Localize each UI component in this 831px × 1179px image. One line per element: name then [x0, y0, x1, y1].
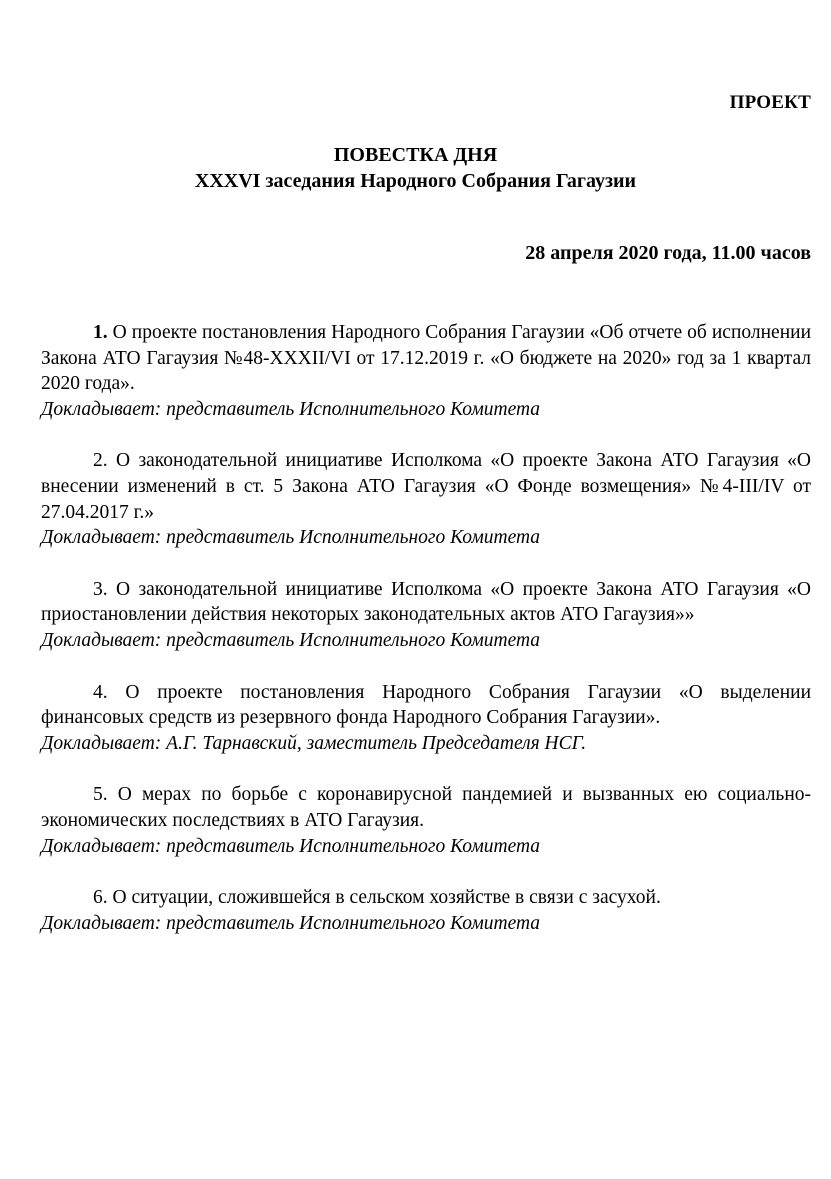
agenda-item	[41, 577, 811, 654]
agenda-item-speaker: Докладывает: А.Г. Тарнавский, заместитель Председателя НСГ.	[41, 732, 587, 754]
agenda-item-speaker: Докладывает: представитель Исполнительного Комитета	[41, 398, 541, 420]
agenda-item-text	[41, 680, 811, 731]
agenda-item-number: 3.	[93, 578, 108, 600]
agenda-item-speaker: Докладывает: представитель Исполнительного Комитета	[41, 629, 541, 651]
agenda-list	[41, 320, 811, 962]
agenda-item-description: О мерах по борьбе с коронавирусной пандемией и вызванных ею социально-экономических последствиях в АТО Гагаузия.	[41, 784, 811, 831]
document-title: ПОВЕСТКА ДНЯ	[333, 144, 498, 166]
agenda-item	[41, 782, 811, 859]
agenda-item-speaker: Докладывает: представитель Исполнительного Комитета	[41, 527, 541, 549]
agenda-item-text	[41, 577, 811, 628]
agenda-item-speaker: Докладывает: представитель Исполнительного Комитета	[41, 912, 541, 934]
agenda-item	[41, 448, 811, 550]
agenda-item-speaker: Докладывает: представитель Исполнительного Комитета	[41, 835, 541, 857]
title-block	[0, 142, 831, 194]
agenda-item-number: 5.	[93, 784, 108, 806]
agenda-item-description: О законодательной инициативе Исполкома «О проекте Закона АТО Гагаузия «О приостановлении действия некоторых законодательных актов АТО Гагаузия»»	[41, 578, 811, 626]
agenda-item-text	[41, 885, 811, 911]
agenda-item-text	[41, 782, 811, 833]
agenda-item-description: О проекте постановления Народного Собрания Гагаузии «О выделении финансовых средств из резервного фонда Народного Собрания Гагаузии».	[41, 681, 812, 729]
document-subtitle: XXXVI заседания Народного Собрания Гагаузии	[194, 170, 637, 192]
agenda-item-number: 1.	[93, 322, 108, 343]
agenda-item-description: О ситуации, сложившейся в сельском хозяйстве в связи с засухой.	[112, 887, 661, 909]
agenda-item	[41, 680, 811, 757]
agenda-item-number: 6.	[93, 887, 108, 909]
agenda-item-number: 4.	[93, 681, 108, 703]
agenda-item-description: О проекте постановления Народного Собрания Гагаузии «Об отчете об исполнении Закона АТО Гагаузия №48-XXXII/VI от 17.12.2019 г. «О бюджете на 2020» год за 1 квартал 2020 года».	[41, 322, 812, 395]
agenda-item-number: 2.	[93, 450, 108, 472]
draft-label: ПРОЕКТ	[729, 92, 811, 113]
agenda-item-text	[41, 448, 811, 525]
agenda-item-description: О законодательной инициативе Исполкома «О проекте Закона АТО Гагаузия «О внесении изменений в ст. 5 Закона АТО Гагаузия «О Фонде возмещения» №4-III/IV от 27.04.2017 г.»	[41, 450, 811, 523]
meeting-date-time: 28 апреля 2020 года, 11.00 часов	[525, 242, 811, 264]
agenda-item	[41, 320, 811, 422]
agenda-item	[41, 885, 811, 936]
agenda-item-text	[41, 320, 811, 397]
